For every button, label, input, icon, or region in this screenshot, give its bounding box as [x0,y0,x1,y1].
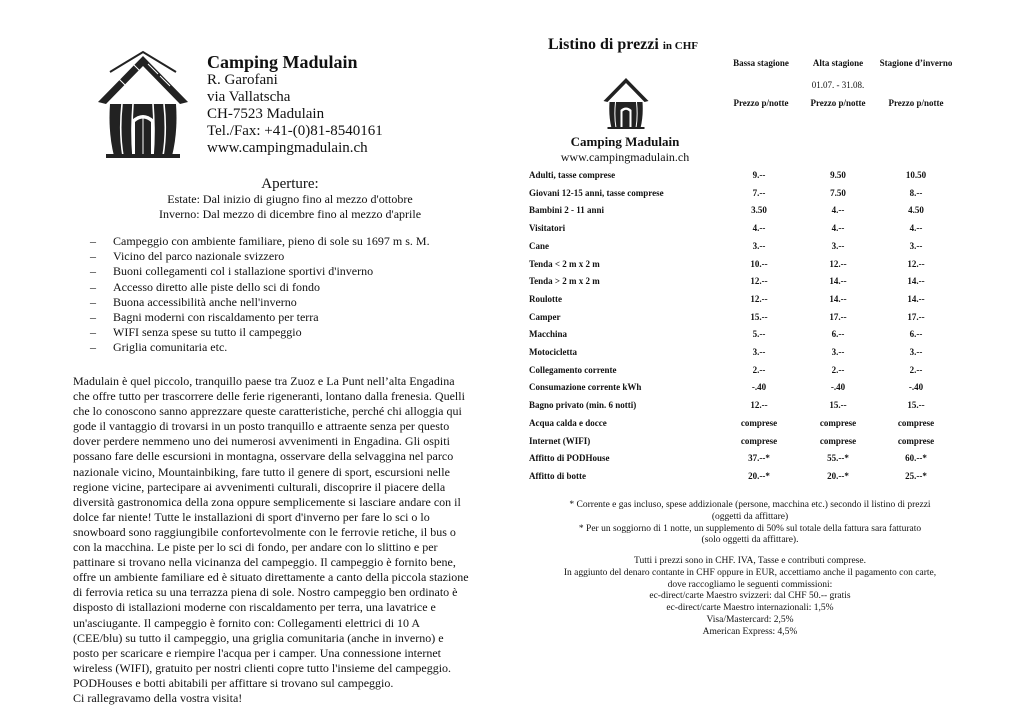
price-bassa: 3.50 [751,205,767,216]
price-row [529,365,969,382]
label: Tenda < 2 m x 2 m [529,258,600,269]
price-inverno: 14.-- [907,293,925,304]
price-bassa: 15.-- [750,311,768,322]
column-header-inverno: Stagione d’inverno [879,58,953,68]
price-alta: 14.-- [829,293,847,304]
price-alta: 9.50 [830,170,846,180]
column-header-bassa: Bassa stagione [733,58,789,68]
price-row [529,276,969,293]
brand-url: www.campingmadulain.ch [560,150,690,164]
footnote-line: (oggetti da affittare) [711,511,789,522]
payment-line: In aggiunto del denaro contante in CHF oppure in EUR, accettiamo anche il pagamento con carte, [563,567,937,578]
price-alta: 12.-- [829,258,847,269]
payment-line: Visa/Mastercard: 2,5% [706,614,794,625]
price-inverno: 12.-- [907,258,925,269]
aperture-summer: Estate: Dal inizio di giugno fino al mezzo d'ottobre [167,192,413,206]
brand-name: Camping Madulain [570,134,680,149]
list-item: – Vicino del parco nazionale svizzero [90,249,285,264]
description-line: un'asciugante. Il campeggio è fornito con: Collegamenti elettrici di 10 A [73,615,421,630]
camp-owner: R. Garofani [207,72,278,88]
price-bassa: 4.-- [752,223,766,234]
price-alta: 14.-- [829,276,847,287]
list-item: – Campeggio con ambiente familiare, pieno di sole su 1697 m s. M. [90,234,430,248]
label: Collegamento corrente [529,364,617,375]
price-row [529,418,969,435]
description-line: posto per scaricare e riempire l'acqua per i camper. Una connessione internet [73,645,441,660]
aperture-winter: Inverno: Dal mezzo di dicembre fino al mezzo d'aprile [158,207,422,221]
price-bassa: 12.-- [750,276,768,287]
label: Visitatori [529,223,566,234]
camp-contact-block [207,52,383,157]
price-bassa: comprese [740,417,778,428]
description-line: diversità gastronomica della zona oppure semplicemente si lasciare andare con il [73,494,461,509]
footnote-line: * Corrente e gas incluso, spese addizionale (persone, macchina etc.) secondo il listino di prezzi [569,500,931,510]
price-alta: 55.--* [827,453,849,464]
price-alta: 3.-- [831,240,845,251]
label: Tenda > 2 m x 2 m [529,276,600,287]
price-alta: 4.-- [831,205,845,216]
description-line: wireless (WIFI), gratuito per nostri clienti copre tutto l'insieme del campeggio. [73,660,452,675]
barrel-hut-logo-small [598,74,654,130]
unit-alta: Prezzo p/notte [810,98,866,108]
price-inverno: 4.-- [909,223,923,234]
price-bassa: 3.-- [752,347,766,357]
description-line: di ferrovia retica su una terrazza piena di sole. Nostro campeggio ben ordinato è [73,585,458,600]
price-row [529,241,969,258]
price-alta: 17.-- [829,311,847,322]
footnote-line: * Per un soggiorno di 1 notte, un supplemento di 50% sul totale della fattura sara fatturato [578,523,922,534]
price-inverno: comprese [897,435,935,446]
price-bassa: 9.-- [752,170,766,180]
list-item: – Accesso diretto alle piste dello sci di fondo [90,279,320,294]
payment-line: dove raccogliamo le seguenti commissioni: [667,579,833,590]
description-line: snowboard sono raggiungibile confortevolmente con le ferrovie retiche, il bus o [73,524,456,539]
alta-dates: 01.07. - 31.08. [811,80,865,90]
label: Bambini 2 - 11 anni [529,205,605,216]
price-row [529,188,969,205]
label: Consumazione corrente kWh [529,382,642,393]
label: Bagno privato (min. 6 notti) [529,400,637,411]
camp-website: www.campingmadulain.ch [207,140,368,156]
price-row [529,294,969,311]
price-inverno: comprese [897,417,935,428]
label: Camper [529,311,561,322]
price-row [529,329,969,346]
list-item: – Bagni moderni con riscaldamento per terra [90,310,319,325]
price-row [529,347,969,364]
description-line: con la macchina. Le piste per lo sci di fondo, per andare con lo slittino e per [73,540,438,555]
description-line: Ci rallegravamo della vostra visita! [73,690,243,705]
price-inverno: 60.--* [905,453,927,464]
description-line: pattinare si trovano nella vicinanza del campeggio. Il campeggio è fornito bene, [73,555,456,570]
description-line: regione vicine, partecipare ai avvenimenti culturali, discoprire il piacere della [73,479,446,494]
price-alta: -.40 [830,382,846,393]
label: Giovani 12-15 anni, tasse comprese [529,187,664,198]
price-row [529,382,969,399]
price-bassa: -.40 [751,382,767,393]
label: Macchina [529,329,567,340]
price-bassa: 10.-- [750,258,768,269]
price-inverno: -.40 [908,382,924,393]
description-line: nazionale vicino, Mountainbiking, fare tutto il genere di sport, escursioni nelle [73,464,450,479]
price-inverno: 2.-- [909,364,923,375]
price-alta: 2.-- [831,364,845,375]
description-line: PODHouses e botti abitabili per affittare si trovano sul campeggio. [73,675,394,690]
price-alta: 15.-- [829,400,847,411]
price-inverno: 6.-- [909,329,923,340]
camp-street: via Vallatscha [207,89,291,105]
list-item: – Buona accessibilità anche nell'inverno [90,294,297,309]
list-item: – Buoni collegamenti col i stallazione sportivi d'inverno [90,264,374,279]
feature-list [90,234,430,356]
unit-bassa: Prezzo p/notte [733,98,789,108]
price-bassa: 20.--* [748,470,770,481]
label: Affitto di PODHouse [529,453,610,464]
price-alta: 3.-- [831,347,845,357]
price-row [529,259,969,276]
camp-phone: Tel./Fax: +41-(0)81-8540161 [207,123,383,139]
price-inverno: 4.50 [908,205,924,216]
camp-city: CH-7523 Madulain [207,106,325,122]
price-bassa: 7.-- [752,187,766,198]
price-row [529,205,969,222]
list-item: – Griglia comunitaria etc. [90,340,228,355]
description-line: possano fare delle escursioni in montagna, osservare della selvaggina nel parco [73,449,454,464]
price-alta: comprese [819,435,857,446]
payment-info [540,556,960,639]
price-inverno: 8.-- [909,187,923,198]
label: Internet (WIFI) [529,435,591,446]
price-row [529,223,969,240]
label: Cane [529,240,549,251]
description-line: che offre tutto per trascorrere delle ferie rigeneranti, lontano dalla frenesia. Quelli [73,389,465,404]
price-bassa: 2.-- [752,364,766,375]
price-row [529,170,969,187]
barrel-hut-logo-large [88,48,198,160]
price-bassa: 3.-- [752,240,766,251]
payment-line: ec-direct/carte Maestro internazionali: 1,5% [666,603,834,614]
price-bassa: 12.-- [750,400,768,411]
price-alta: 4.-- [831,223,845,234]
aperture-title: Aperture: [261,176,319,192]
price-bassa: comprese [740,435,778,446]
description-line: offre un ambiente familiare ed è situato direttamente a canto della piccola stazione [73,570,469,585]
description-line: che lo conoscono sanno apprezzare queste caratteristiche, perché chi alloggia qui [73,404,462,419]
description-line: dover perdere nemmeno uno dei numerosi avvenimenti in Engadina. Gli ospiti [73,434,450,449]
price-alta: 20.--* [827,470,849,481]
list-item: – WIFI senza spese su tutto il campeggio [90,325,302,340]
description-line: dolce far niente! Tutte le installazioni di sport d'inverno per fare lo sci o lo [73,509,430,524]
price-list-title: Listino di prezzi in CHF [548,36,698,53]
label: Affitto di botte [529,470,586,481]
price-inverno: 3.-- [909,347,923,357]
column-header-alta: Alta stagione [812,58,864,68]
price-row [529,312,969,329]
price-inverno: 14.-- [907,276,925,287]
payment-line: ec-direct/carte Maestro svizzeri: dal CHF 50.-- gratis [649,591,851,602]
price-inverno: 10.50 [905,170,927,180]
description-line: Madulain è quel piccolo, tranquillo paese tra Zuoz e La Punt nell’alta Engadina [73,374,455,388]
label: Roulotte [529,293,562,304]
price-inverno: 17.-- [907,311,925,322]
price-row [529,400,969,417]
description-line: disposto di istallazioni moderne con riscaldamento per terra, una lavatrice e [73,600,436,615]
price-alta: 6.-- [831,329,845,340]
price-bassa: 37.--* [748,453,770,464]
unit-inverno: Prezzo p/notte [888,98,944,108]
price-row [529,471,969,488]
footnotes [540,500,960,547]
price-alta: comprese [819,417,857,428]
price-bassa: 12.-- [750,293,768,304]
price-inverno: 3.-- [909,240,923,251]
description-line: (CEE/blu) su tutto il campeggio, una griglia comunitaria (anche in inverno) e [73,630,444,645]
price-alta: 7.50 [830,187,846,198]
description-paragraph [73,374,505,706]
price-bassa: 5.-- [752,329,766,340]
label: Acqua calda e docce [529,417,607,428]
description-line: gode il vantaggio di trovarsi in un posto tranquillo e attraente senza per questo [73,419,450,434]
price-inverno: 15.-- [907,400,925,411]
label: Adulti, tasse comprese [529,170,616,180]
payment-line: American Express: 4,5% [702,626,798,637]
payment-line: Tutti i prezzi sono in CHF. IVA, Tasse e contributi comprese. [634,556,866,566]
price-row [529,436,969,453]
price-row [529,453,969,470]
label: Motocicletta [529,347,577,357]
camp-name: Camping Madulain [207,52,358,72]
price-inverno: 25.--* [905,470,927,481]
footnote-line: (solo oggetti da affittare). [701,535,799,546]
